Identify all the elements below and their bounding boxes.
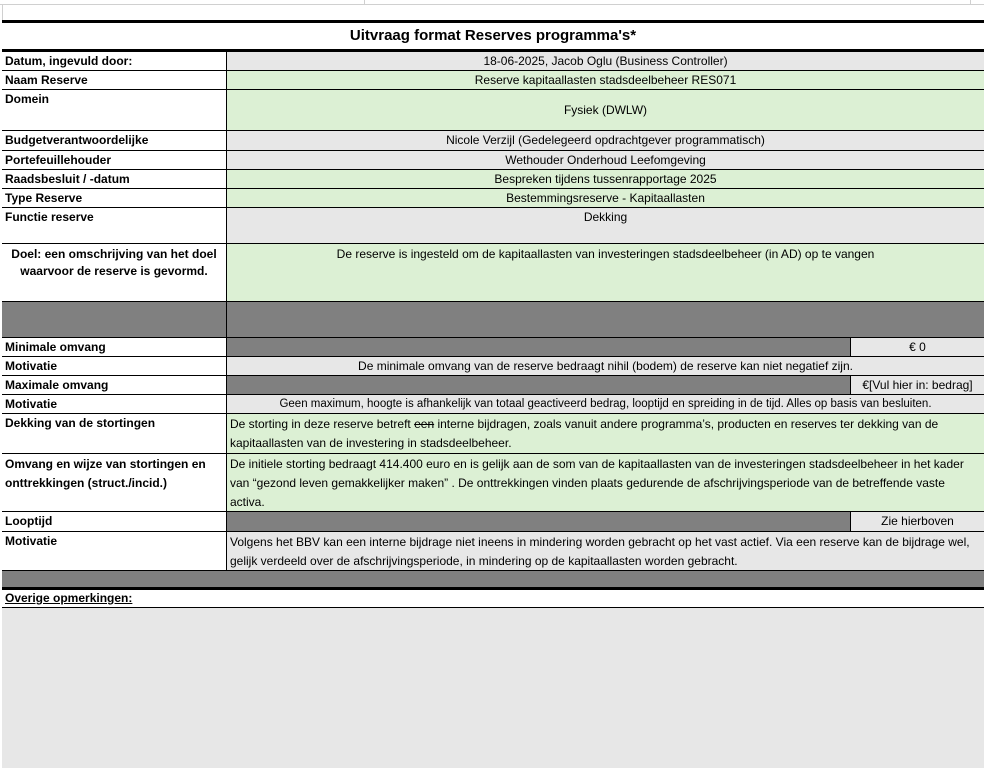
blocked-cell <box>227 376 850 394</box>
row-domein[interactable] <box>2 90 984 131</box>
row-motivatie-min[interactable] <box>2 357 984 376</box>
value[interactable]: Bestemmingsreserve - Kapitaallasten <box>227 189 984 207</box>
row-raadsbesluit[interactable] <box>2 170 984 189</box>
label: Domein <box>2 90 227 130</box>
value[interactable]: € 0 <box>850 338 984 356</box>
row-datum[interactable] <box>2 52 984 71</box>
row-overige-opmerkingen <box>2 590 984 608</box>
value[interactable]: De initiele storting bedraagt 414.400 euro en is gelijk aan de som van de kapitaallasten van de investeringen stadsdeelbeheer in het kader van “gezond leven gemakkelijker maken” . De onttrekkingen vinden plaats gedurende de afschrijvingsperiode van de betreffende vaste activa. <box>227 454 984 511</box>
value[interactable]: Fysiek (DWLW) <box>227 90 984 130</box>
value[interactable]: Geen maximum, hoogte is afhankelijk van totaal geactiveerd bedrag, looptijd en spreiding in de tijd. Alles op basis van besluiten. <box>227 395 984 413</box>
separator-row <box>2 571 984 590</box>
value[interactable]: Volgens het BBV kan een interne bijdrage niet ineens in mindering worden gebracht op het vast actief. Via een reserve kan de bijdrage wel, gelijk verdeeld over de afschrijvingsperiode, in mindering op de kapitaallasten worden gebracht. <box>227 532 984 570</box>
label: Datum, ingevuld door: <box>2 52 227 70</box>
row-type[interactable] <box>2 189 984 208</box>
label: Omvang en wijze van stortingen en onttrekkingen (struct./incid.) <box>2 454 227 511</box>
grid-line <box>2 4 3 20</box>
label: Looptijd <box>2 512 227 531</box>
value-text: De storting in deze reserve betreft <box>230 417 415 431</box>
row-minimale-omvang[interactable] <box>2 338 984 357</box>
row-omvang-wijze[interactable] <box>2 454 984 512</box>
struck-text: een <box>414 417 435 431</box>
value[interactable]: Reserve kapitaallasten stadsdeelbeheer RES071 <box>227 71 984 89</box>
reserve-form <box>2 20 984 768</box>
blocked-cell <box>227 512 850 531</box>
label: Budgetverantwoordelijke <box>2 131 227 150</box>
label: Minimale omvang <box>2 338 227 356</box>
value[interactable]: 18-06-2025, Jacob Oglu (Business Controller) <box>227 52 984 70</box>
empty-cell <box>2 302 227 337</box>
row-looptijd[interactable] <box>2 512 984 532</box>
row-motivatie-looptijd[interactable] <box>2 532 984 571</box>
row-doel[interactable] <box>2 244 984 302</box>
value[interactable]: Wethouder Onderhoud Leefomgeving <box>227 151 984 169</box>
column-header-strip <box>0 0 984 5</box>
label: Type Reserve <box>2 189 227 207</box>
value-text: interne bijdragen, zoals vanuit andere programma’s, producten en reserves ter dekking van de kapitaallasten van de investering in stadsdeelbeheer. <box>230 417 939 450</box>
value[interactable]: De minimale omvang van de reserve bedraagt nihil (bodem) de reserve kan niet negatief zijn. <box>227 357 984 375</box>
form-title: Uitvraag format Reserves programma's* <box>2 23 984 52</box>
row-functie[interactable] <box>2 208 984 244</box>
label: Doel: een omschrijving van het doel waarvoor de reserve is gevormd. <box>2 244 227 301</box>
remarks-field[interactable] <box>2 608 984 768</box>
row-dekking[interactable] <box>2 414 984 454</box>
value[interactable]: Bespreken tijdens tussenrapportage 2025 <box>227 170 984 188</box>
label: Dekking van de stortingen <box>2 414 227 453</box>
row-maximale-omvang[interactable] <box>2 376 984 395</box>
row-naam[interactable] <box>2 71 984 90</box>
label: Portefeuillehouder <box>2 151 227 169</box>
row-budget[interactable] <box>2 131 984 151</box>
empty-cell <box>227 302 984 337</box>
value[interactable] <box>227 414 984 453</box>
label: Naam Reserve <box>2 71 227 89</box>
remarks-label: Overige opmerkingen: <box>5 591 133 605</box>
value[interactable]: De reserve is ingesteld om de kapitaallasten van investeringen stadsdeelbeheer (in AD) op te vangen <box>227 244 984 301</box>
label: Motivatie <box>2 532 227 570</box>
row-motivatie-max[interactable] <box>2 395 984 414</box>
row-portefeuille[interactable] <box>2 151 984 170</box>
label: Motivatie <box>2 357 227 375</box>
separator-row <box>2 302 984 338</box>
blocked-cell <box>227 338 850 356</box>
label: Motivatie <box>2 395 227 413</box>
label: Raadsbesluit / -datum <box>2 170 227 188</box>
label: Functie reserve <box>2 208 227 243</box>
value[interactable]: Zie hierboven <box>850 512 984 531</box>
value[interactable]: €[Vul hier in: bedrag] <box>850 376 984 394</box>
value[interactable]: Nicole Verzijl (Gedelegeerd opdrachtgever programmatisch) <box>227 131 984 150</box>
label: Maximale omvang <box>2 376 227 394</box>
value[interactable]: Dekking <box>227 208 984 243</box>
